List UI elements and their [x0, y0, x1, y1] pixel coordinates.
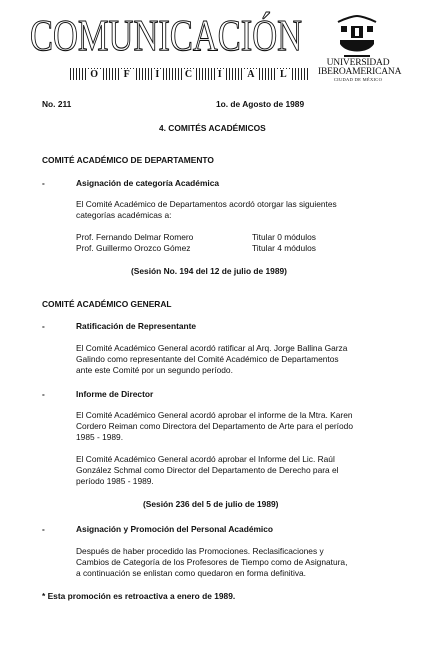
person-name: Prof. Guillermo Orozco Gómez [76, 243, 191, 253]
university-name-line1: UNIVERSIDAD [326, 58, 390, 68]
session-note: (Sesión No. 194 del 12 de julio de 1989) [131, 266, 287, 276]
masthead-subtitle-band [70, 68, 308, 80]
item-title: Asignación de categoría Académica [76, 178, 220, 188]
subtitle-letter: A [244, 69, 258, 80]
dept-committee-heading: COMITÉ ACADÉMICO DE DEPARTAMENTO [42, 155, 214, 165]
masthead-title-text: COMUNICACIÓN [30, 11, 302, 60]
paragraph-line: ante este Comité por un segundo período. [76, 365, 233, 375]
university-shield-icon [334, 14, 380, 58]
subtitle-letter: L [277, 69, 291, 80]
item-title: Asignación y Promoción del Personal Académico [76, 524, 274, 534]
subtitle-letter: I [152, 69, 163, 80]
paragraph-line: El Comité Académico de Departamentos acordó otorgar las siguientes [76, 199, 337, 209]
section-title: 4. COMITÉS ACADÉMICOS [159, 123, 266, 133]
footnote: * Esta promoción es retroactiva a enero de 1989. [42, 591, 236, 601]
person-category: Titular 4 módulos [252, 243, 316, 253]
paragraph-line: Cambios de Categoría de los Profesores de Tiempo como de Asignatura, [76, 557, 348, 567]
subtitle-letter: C [182, 69, 196, 80]
paragraph-line: Después de haber procedido las Promociones. Reclasificaciones y [76, 546, 324, 556]
item-title: Ratificación de Representante [76, 321, 197, 331]
paragraph-line: categorías académicas a: [76, 210, 172, 220]
paragraph-line: Galindo como representante del Comité Académico de Departamentos [76, 354, 339, 364]
subtitle-letter: O [87, 69, 102, 80]
paragraph-line: El Comité Académico General acordó aprobar el informe de la Mtra. Karen [76, 410, 353, 420]
subtitle-letter: F [121, 69, 134, 80]
item-dash: - [42, 178, 45, 188]
university-logo [334, 14, 380, 58]
paragraph-line: Cordero Reiman como Directora del Departamento de Arte para el período [76, 421, 353, 431]
bulletin-date: 1o. de Agosto de 1989 [216, 99, 305, 109]
paragraph-line: período 1985 - 1989. [76, 476, 154, 486]
subtitle-letter: I [215, 69, 226, 80]
paragraph-line: El Comité Académico General acordó ratificar al Arq. Jorge Ballina Garza [76, 343, 348, 353]
bulletin-number: No. 211 [42, 99, 72, 109]
paragraph-line: a continuación se enlistan como quedaron en forma definitiva. [76, 568, 306, 578]
general-committee-heading: COMITÉ ACADÉMICO GENERAL [42, 299, 172, 309]
university-name-line2: IBEROAMERICANA [318, 67, 402, 77]
item-dash: - [42, 524, 45, 534]
item-dash: - [42, 389, 45, 399]
person-category: Titular 0 módulos [252, 232, 316, 242]
paragraph-line: El Comité Académico General acordó aprobar el Informe del Lic. Raúl [76, 454, 335, 464]
item-title: Informe de Director [76, 389, 154, 399]
masthead-title [30, 11, 305, 60]
item-dash: - [42, 321, 45, 331]
paragraph-line: González Schmal como Director del Departamento de Derecho para el [76, 465, 339, 475]
university-name-line3: CIUDAD DE MÉXICO [333, 77, 383, 82]
paragraph-line: 1985 - 1989. [76, 432, 124, 442]
person-name: Prof. Fernando Delmar Romero [76, 232, 194, 242]
session-note: (Sesión 236 del 5 de julio de 1989) [143, 499, 279, 509]
university-name [318, 58, 402, 83]
masthead-title-svg [30, 11, 305, 60]
